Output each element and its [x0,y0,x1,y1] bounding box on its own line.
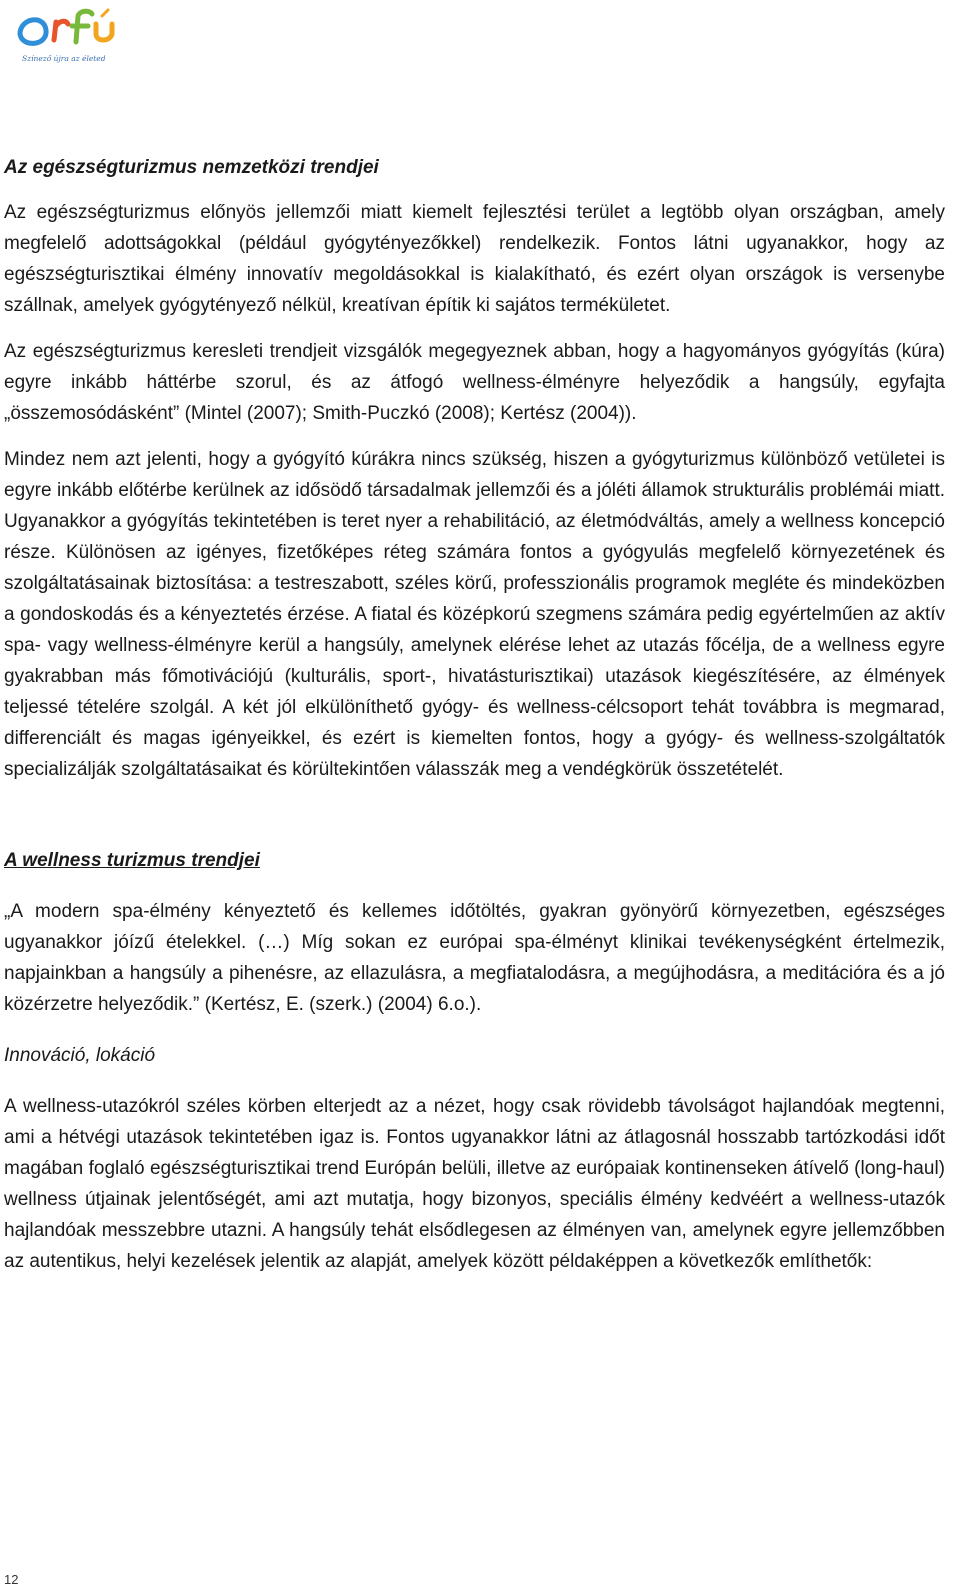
paragraph: Az egészségturizmus keresleti trendjeit vizsgálók megegyeznek abban, hogy a hagyományos gyógyítás (kúra) egyre inkább háttérbe szorul, és az átfogó wellness-élményre helyeződik a hangsúly, egyfajta „összemosódásként” (Mintel (2007); Smith-Puczkó (2008); Kertész (2004)). [4,341,945,424]
quote-paragraph: „A modern spa-élmény kényeztető és kellemes időtöltés, gyakran gyönyörű környezetben, egészséges ugyanakkor jóízű ételekkel. (…) Míg sokan ez európai spa-élményt klinikai tevékenységként értelmezik, napjainkban a hangsúly a pihenésre, az ellazulásra, a megfiatalodásra, a megújhodásra, a meditációra és a jó közérzetre helyeződik.” (Kertész, E. (szerk.) (2004) 6.o.). [4,901,945,1015]
section-heading-health-tourism: Az egészségturizmus nemzetközi trendjei [4,157,379,178]
page-number: 12 [4,1572,19,1587]
paragraph: Mindez nem azt jelenti, hogy a gyógyító kúrákra nincs szükség, hiszen a gyógyturizmus különböző vetületei is egyre inkább előtérbe kerülnek az idősödő társadalmak jellemzői és a jóléti államok strukturális problémái miatt. Ugyanakkor a gyógyítás tekintetében is teret nyer a rehabilitáció, az életmódváltás, amely a wellness koncepció része. Különösen az igényes, fizetőképes réteg számára fontos a gyógyulás megfelelő környezetének és szolgáltatásainak biztosítása: a testreszabott, széles körű, professzionális programok megléte és mindeközben a gondoskodás és a kényeztetés érzése. A fiatal és középkorú szegmens számára pedig egyértelműen az aktív spa- vagy wellness-élményre kerül a hangsúly, amelynek elérése lehet az utazás főcélja, de a wellness egyre gyakrabban más főmotivációjú (kulturális, sport-, hivatásturisztikai) utazások kiegészítésére, az élmények teljessé tételére szolgál. A két jól elkülöníthető gyógy- és wellness-célcsoport tehát továbbra is megmarad, differenciált és magas igényeikkel, és ezért is kiemelten fontos, hogy a gyógy- és wellness-szolgáltatók specializálják szolgáltatásaikat és körültekintően válasszák meg a vendégkörük összetételét. [4,449,945,780]
paragraph: Az egészségturizmus előnyös jellemzői miatt kiemelt fejlesztési terület a legtöbb olyan országban, amely megfelelő adottságokkal (például gyógytényezőkkel) rendelkezik. Fontos látni ugyanakkor, hogy az egészségturisztikai élmény innovatív megoldásokkal is kialakítható, és ezért olyan országok is versenybe szállnak, amelyek gyógytényező nélkül, kreatívan építik ki sajátos termékületet. [4,202,945,316]
orfu-logo-mark [14,4,126,54]
section-heading-wellness: A wellness turizmus trendjei [4,850,260,871]
document-body [4,152,945,1277]
orfu-logo [14,4,126,66]
logo-tagline: Színező újra az életed [22,54,106,63]
subheading-innovation: Innováció, lokáció [4,1045,156,1066]
paragraph: A wellness-utazókról széles körben elterjedt az a nézet, hogy csak rövidebb távolságot hajlandóak megtenni, ami a hétvégi utazások tekintetében igaz is. Fontos ugyanakkor látni az átlagosnál hosszabb tartózkodási időt magában foglaló egészségturisztikai trend Európán belüli, illetve az európaiak kontinenseken átívelő (long-haul) wellness útjainak jelentőségét, ami azt mutatja, hogy bizonyos, speciális élmény kedvéért a wellness-utazók hajlandóak messzebbre utazni. A hangsúly tehát elsődlegesen az élményen van, amelynek egyre jellemzőbben az autentikus, helyi kezelések jelentik az alapját, amelyek között példaképpen a következők említhetők: [4,1096,945,1272]
